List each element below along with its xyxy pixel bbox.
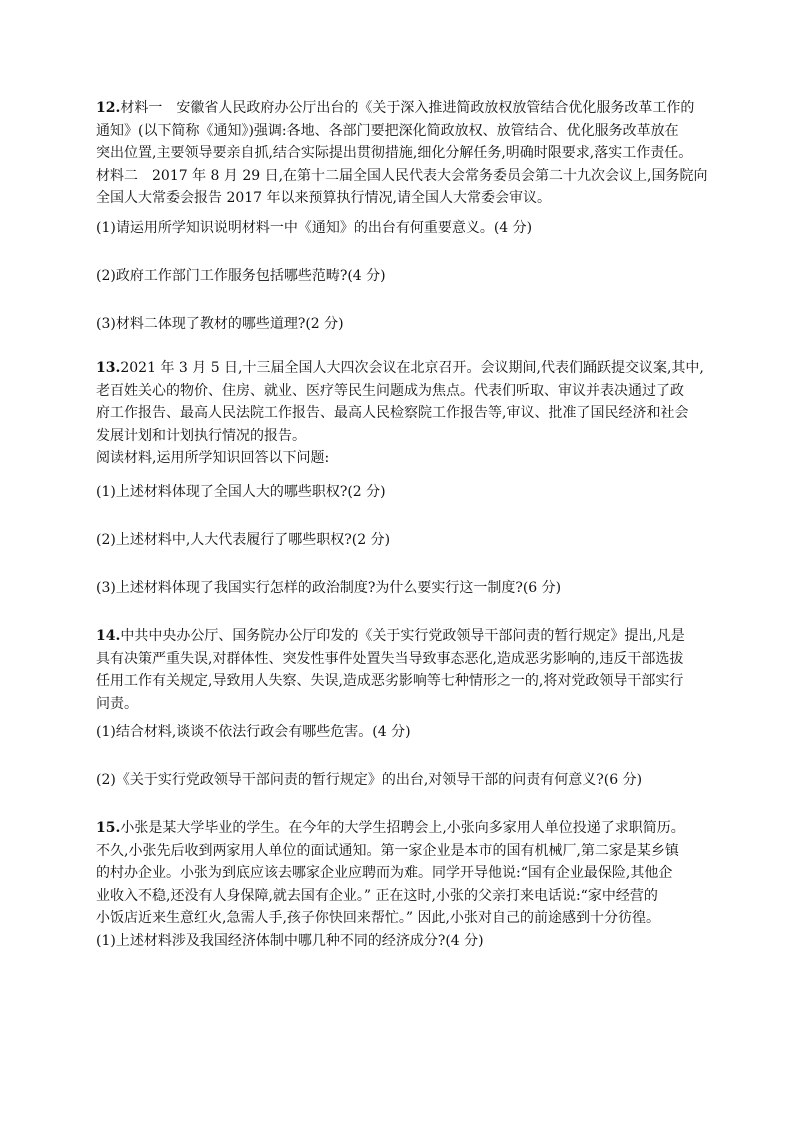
question-13-line-1: 13.2021 年 3 月 5 日,十三届全国人大四次会议在北京召开。会议期间,代表们踊跃提交议案,其中,	[96, 360, 704, 376]
question-15-number: 15.	[96, 820, 121, 836]
question-13-line-2: 老百姓关心的物价、住房、就业、医疗等民生问题成为焦点。代表们听取、审议并表决通过了政	[96, 382, 684, 399]
question-14-line-4: 问责。	[96, 695, 138, 712]
question-14-line-3: 任用工作有关规定,导致用人失察、失误,造成恶劣影响等七种情形之一的,将对党政领导干部实行	[96, 673, 684, 689]
question-13-sub-3: (3)上述材料体现了我国实行怎样的政治制度?为什么要实行这一制度?(6 分)	[96, 580, 562, 596]
question-13-line-4: 发展计划和计划执行情况的报告。	[96, 427, 306, 444]
question-14	[96, 625, 736, 715]
question-15-line-1: 15.小张是某大学毕业的学生。在今年的大学生招聘会上,小张向多家用人单位投递了求职简历。	[96, 820, 685, 836]
question-13	[96, 357, 736, 470]
question-14-number: 14.	[96, 628, 121, 644]
question-12-line-2: 通知》(以下简称《通知》)强调:各地、各部门要把深化简政放权、放管结合、优化服务改革放在	[96, 122, 679, 139]
question-15-line-2: 不久,小张先后收到两家用人单位的面试通知。第一家企业是本市的国有机械厂,第二家是某乡镇	[96, 842, 679, 859]
question-13-line-5: 阅读材料,运用所学知识回答以下问题:	[96, 450, 330, 466]
question-12-line-4: 材料二 2017 年 8 月 29 日,在第十二届全国人民代表大会常务委员会第二十九次会议上,国务院向	[96, 167, 708, 184]
question-15-line-3: 的村办企业。小张为到底应该去哪家企业应聘而为难。同学开导他说:“国有企业最保险,其他企	[96, 865, 673, 881]
question-14-sub-1: (1)结合材料,谈谈不依法行政会有哪些危害。(4 分)	[96, 724, 411, 740]
question-12-line-3: 突出位置,主要领导要亲自抓,结合实际提出贯彻措施,细化分解任务,明确时限要求,落实工作责任。	[96, 145, 693, 161]
question-12-sub-2: (2)政府工作部门工作服务包括哪些范畴?(4 分)	[96, 268, 386, 284]
question-12	[96, 97, 736, 210]
question-15-line-4: 业收入不稳,还没有人身保障,就去国有企业。” 正在这时,小张的父亲打来电话说:“家中经营的	[96, 887, 658, 904]
question-13-number: 13.	[96, 360, 121, 376]
question-14-line-2: 具有决策严重失误,对群体性、突发性事件处置失当导致事态恶化,造成恶劣影响的,违反干部选拔	[96, 650, 684, 667]
question-12-number: 12.	[96, 100, 121, 116]
question-12-sub-3: (3)材料二体现了教材的哪些道理?(2 分)	[96, 316, 344, 332]
question-12-line-1: 12.材料一 安徽省人民政府办公厅出台的《关于深入推进简政放权放管结合优化服务改革工作的	[96, 100, 695, 116]
question-15-line-5: 小饭店近来生意红火,急需人手,孩子你快回来帮忙。” 因此,小张对自己的前途感到十分彷徨。	[96, 910, 660, 926]
question-12-sub-1: (1)请运用所学知识说明材料一中《通知》的出台有何重要意义。(4 分)	[96, 220, 533, 236]
question-13-sub-1: (1)上述材料体现了全国人大的哪些职权?(2 分)	[96, 484, 386, 500]
question-13-line-3: 府工作报告、最高人民法院工作报告、最高人民检察院工作报告等,审议、批准了国民经济和社会	[96, 405, 689, 421]
question-15	[96, 817, 736, 952]
question-14-line-1: 14.中共中央办公厅、国务院办公厅印发的《关于实行党政领导干部问责的暂行规定》提出,凡是	[96, 628, 685, 644]
question-15-sub-1: (1)上述材料涉及我国经济体制中哪几种不同的经济成分?(4 分)	[96, 932, 484, 949]
question-14-sub-2: (2)《关于实行党政领导干部问责的暂行规定》的出台,对领导干部的问责有何意义?(6 分)	[96, 772, 643, 788]
question-13-sub-2: (2)上述材料中,人大代表履行了哪些职权?(2 分)	[96, 532, 391, 548]
question-12-line-5: 全国人大常委会报告 2017 年以来预算执行情况,请全国人大常委会审议。	[96, 190, 551, 206]
